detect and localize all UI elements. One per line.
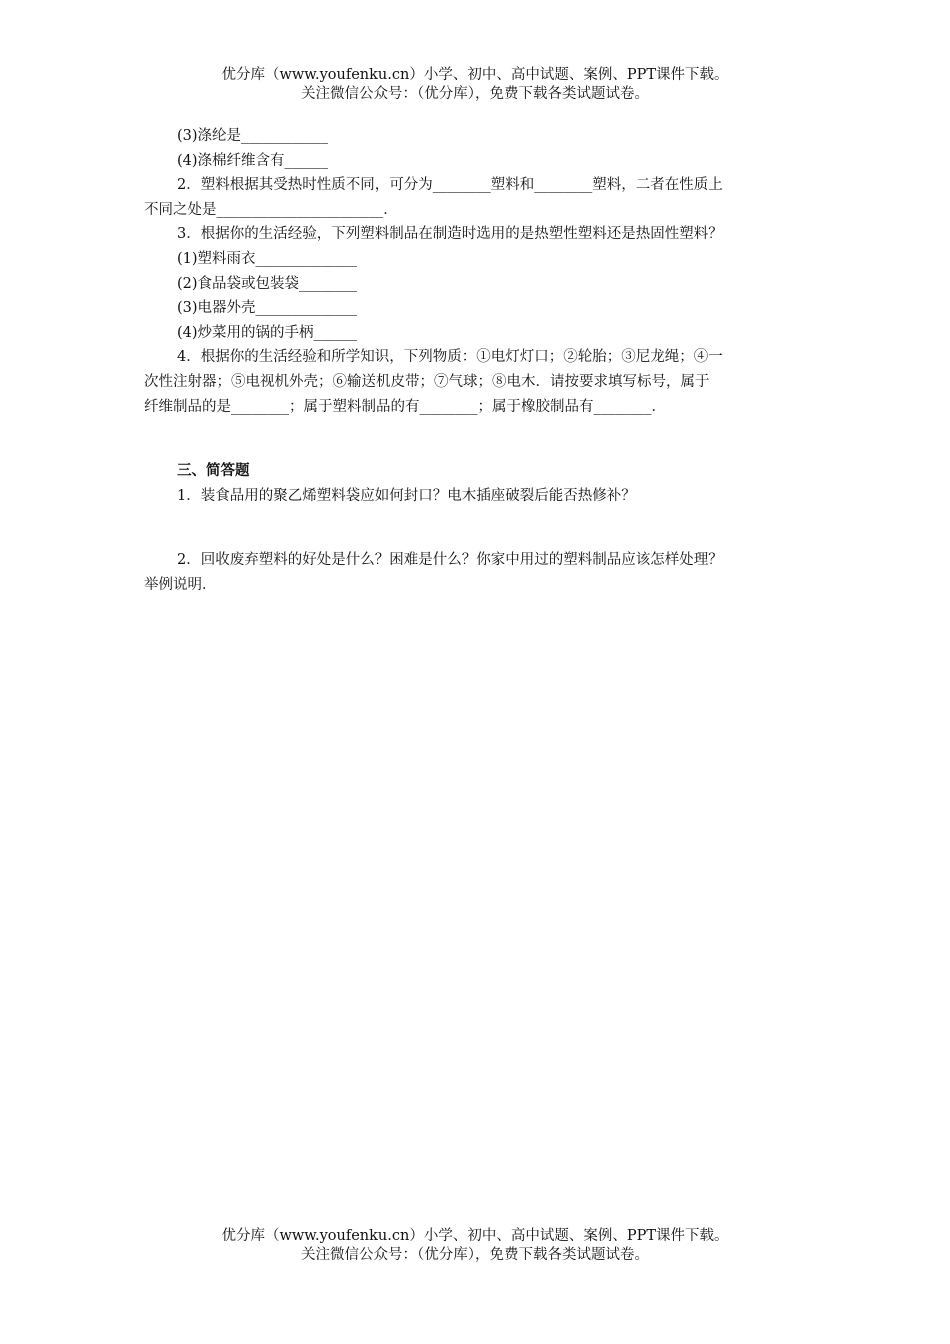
- q3-item-4: (4)炒菜用的锅的手柄______: [177, 324, 358, 341]
- section-title: 三、简答题: [177, 462, 250, 480]
- q4-line-2: 次性注射器；⑤电视机外壳；⑥输送机皮带；⑦气球；⑧电木．请按要求填写标号，属于: [144, 373, 710, 390]
- header-line-2: 关注微信公众号：（优分库），免费下载各类试题试卷。: [301, 86, 649, 102]
- q1-item-4: (4)涤棉纤维含有______: [177, 152, 329, 169]
- q4-line-1: 4．根据你的生活经验和所学知识，下列物质：①电灯灯口；②轮胎；③尼龙绳；④一: [177, 349, 723, 366]
- document-body: [144, 124, 806, 598]
- footer-line-1: 优分库（www.youfenku.cn）小学、初中、高中试题、案例、PPT课件下载。: [221, 1228, 729, 1244]
- q3-item-1: (1)塑料雨衣______________: [177, 250, 358, 267]
- q4-line-3: 纤维制品的是________；属于塑料制品的有________；属于橡胶制品有________．: [144, 398, 666, 415]
- short-answer-q1: 1．装食品用的聚乙烯塑料袋应如何封口？电木插座破裂后能否热修补？: [177, 487, 636, 504]
- short-answer-q2-line-1: 2．回收废弃塑料的好处是什么？困难是什么？你家中用过的塑料制品应该怎样处理？: [177, 552, 723, 569]
- q3-item-3: (3)电器外壳______________: [177, 300, 358, 317]
- q2-line-1: 2．塑料根据其受热时性质不同，可分为________塑料和________塑料，二者在性质上: [177, 177, 723, 194]
- header-line-1: 优分库（www.youfenku.cn）小学、初中、高中试题、案例、PPT课件下载。: [221, 67, 729, 83]
- page-header: [0, 66, 950, 104]
- q1-item-3: (3)涤纶是____________: [177, 128, 329, 144]
- q2-line-2: 不同之处是_______________________．: [144, 201, 398, 218]
- q3-item-2: (2)食品袋或包装袋________: [177, 275, 358, 292]
- short-answer-q2-line-2: 举例说明．: [144, 576, 217, 593]
- footer-line-2: 关注微信公众号：（优分库），免费下载各类试题试卷。: [301, 1247, 649, 1263]
- page-footer: [0, 1227, 950, 1265]
- q3-stem: 3．根据你的生活经验，下列塑料制品在制造时选用的是热塑性塑料还是热固性塑料？: [177, 226, 723, 243]
